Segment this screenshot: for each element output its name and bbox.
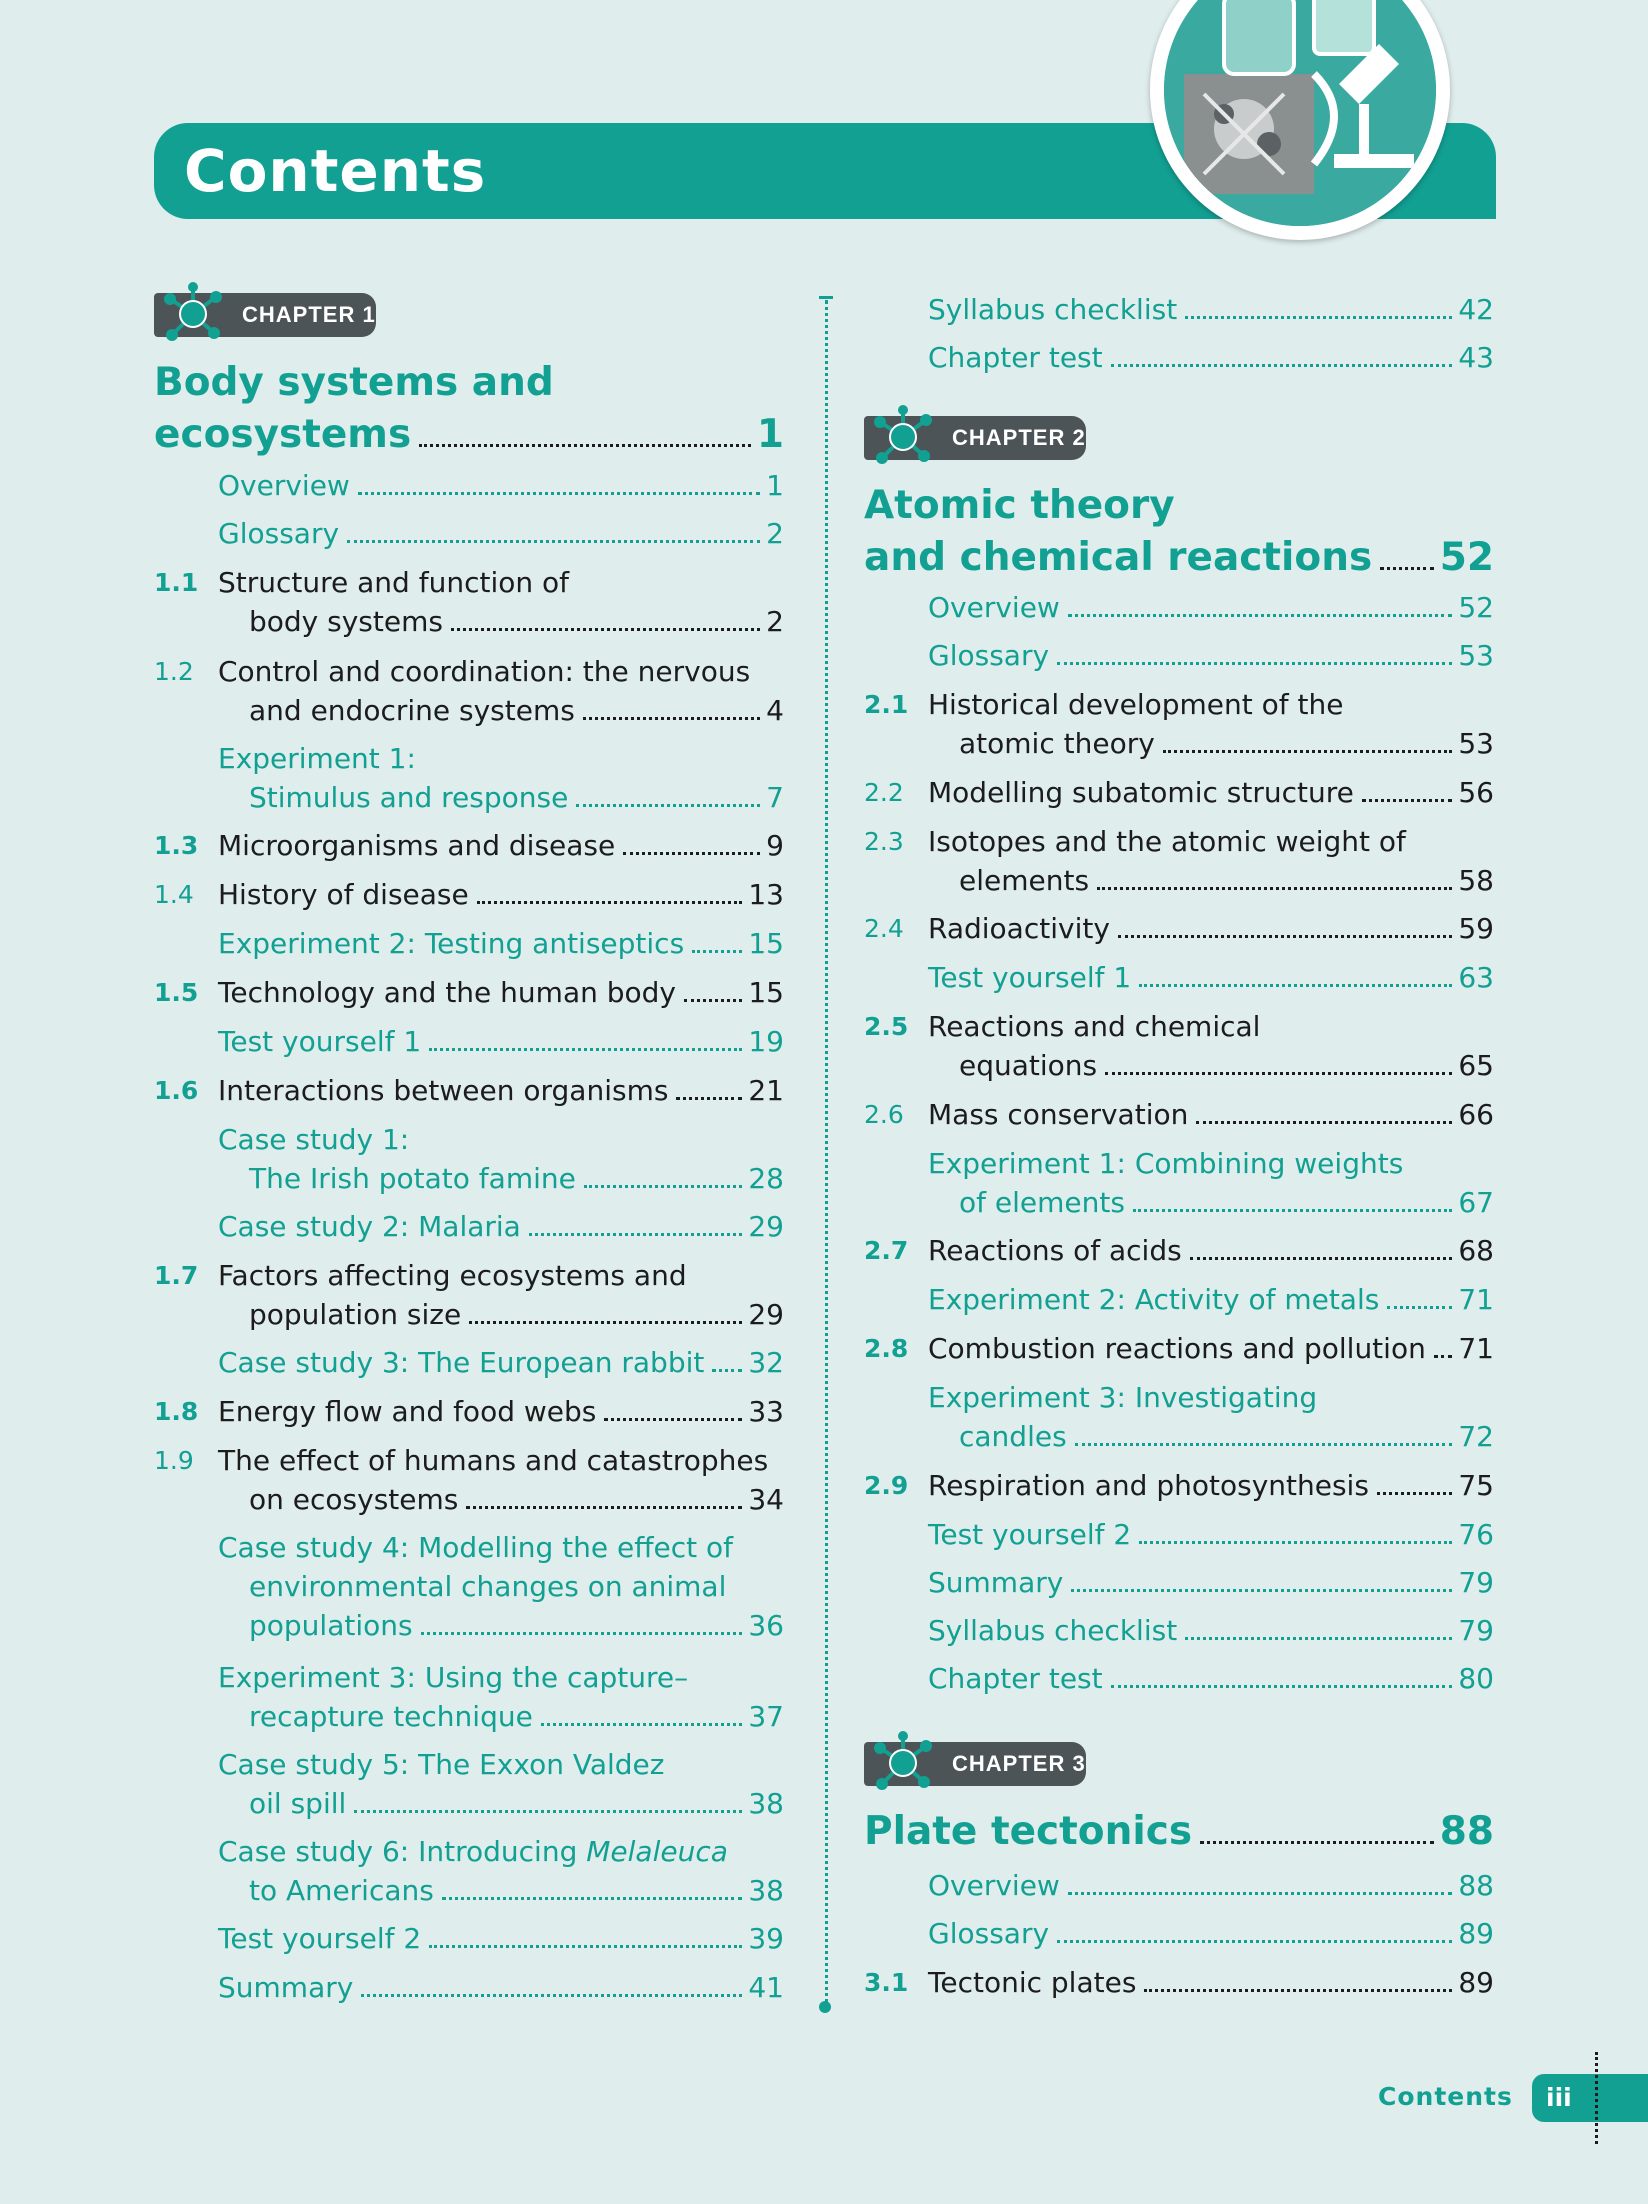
- toc-entry[interactable]: [154, 563, 784, 641]
- dot-leader: [692, 950, 742, 953]
- toc-entry[interactable]: [864, 1563, 1494, 1602]
- dot-leader: [1111, 364, 1453, 367]
- toc-entry[interactable]: [864, 1914, 1494, 1953]
- toc-entry-text: Test yourself 2: [218, 1922, 422, 1955]
- page-number: 19: [748, 1025, 784, 1058]
- page-number: 66: [1458, 1098, 1494, 1131]
- dot-leader: [421, 1632, 743, 1635]
- toc-entry-text: Historical development of the: [928, 688, 1344, 721]
- toc-entry-text: elements: [959, 864, 1090, 897]
- section-number: 1.8: [154, 1397, 199, 1426]
- toc-entry-text: Overview: [218, 469, 350, 502]
- toc-entry[interactable]: [154, 1832, 784, 1910]
- dot-leader: [358, 492, 760, 495]
- chapter-3-page: 88: [1439, 1809, 1494, 1854]
- toc-entry[interactable]: [864, 1963, 1494, 2002]
- toc-entry-text: Test yourself 1: [218, 1025, 422, 1058]
- chapter-3-title-text: Plate tectonics: [864, 1809, 1193, 1854]
- toc-entry-italic-text: Melaleuca: [586, 1835, 728, 1868]
- page-number: 63: [1458, 961, 1494, 994]
- dot-leader: [466, 1506, 742, 1509]
- dot-leader: [429, 1048, 742, 1051]
- page-number: 1: [766, 469, 784, 502]
- toc-entry[interactable]: [154, 1256, 784, 1334]
- toc-entry-text: Summary: [928, 1566, 1064, 1599]
- toc-entry-text: The Irish potato famine: [249, 1162, 576, 1195]
- dot-leader: [354, 1810, 742, 1813]
- page-number: 89: [1458, 1966, 1494, 1999]
- toc-entry-text: Reactions of acids: [928, 1234, 1182, 1267]
- chapter-1-page: 1: [756, 412, 784, 457]
- dot-leader: [1057, 1940, 1452, 1943]
- column-divider-end: [819, 2001, 831, 2013]
- toc-entry-text: Control and coordination: the nervous: [218, 655, 751, 688]
- dot-leader: [529, 1233, 743, 1236]
- dot-leader: [1144, 1989, 1452, 1992]
- dot-leader: [1387, 1306, 1452, 1309]
- chapter-2-label: CHAPTER 2: [952, 425, 1086, 450]
- chapter-1-title-line1: Body systems and: [154, 360, 554, 405]
- toc-entry-text: The effect of humans and catastrophes: [218, 1444, 769, 1477]
- toc-entry-text: Experiment 2: Activity of metals: [928, 1283, 1380, 1316]
- chapter-1-title-line2: ecosystems: [154, 412, 412, 457]
- dot-leader: [1190, 1257, 1453, 1260]
- toc-entry[interactable]: [864, 1866, 1494, 1905]
- toc-entry[interactable]: [864, 1280, 1494, 1319]
- chapter-1-label: CHAPTER 1: [242, 302, 376, 327]
- toc-entry-text: Test yourself 2: [928, 1518, 1132, 1551]
- toc-entry-text: Summary: [218, 1971, 354, 2004]
- toc-entry-text: Case study 2: Malaria: [218, 1210, 521, 1243]
- toc-entry[interactable]: [864, 1231, 1494, 1270]
- chapter-2-title-line1: Atomic theory: [864, 483, 1175, 528]
- toc-entry[interactable]: [864, 1515, 1494, 1554]
- dot-leader: [347, 540, 760, 543]
- toc-entry[interactable]: [154, 1022, 784, 1061]
- toc-entry[interactable]: [864, 290, 1494, 329]
- toc-entry-text: Tectonic plates: [928, 1966, 1137, 1999]
- toc-entry[interactable]: [154, 973, 784, 1012]
- page-number: 80: [1458, 1662, 1494, 1695]
- chapter-3-chip: [864, 1742, 1086, 1786]
- toc-entry-text: Overview: [928, 591, 1060, 624]
- toc-entry[interactable]: [154, 875, 784, 914]
- section-number: 1.2: [154, 657, 194, 686]
- column-divider: [825, 300, 828, 2010]
- toc-entry[interactable]: [154, 1120, 784, 1198]
- toc-entry-text: body systems: [249, 605, 443, 638]
- footer-page-tab: [1532, 2074, 1648, 2122]
- dot-leader: [477, 901, 743, 904]
- dot-leader: [1111, 1685, 1453, 1688]
- molecule-icon: [868, 1728, 938, 1798]
- toc-entry-text: Experiment 3: Investigating: [928, 1381, 1318, 1414]
- toc-entry[interactable]: [154, 1071, 784, 1110]
- page-number: 72: [1458, 1420, 1494, 1453]
- toc-entry-text: Case study 1:: [218, 1123, 410, 1156]
- dot-leader: [676, 1097, 742, 1100]
- page-number: 89: [1458, 1917, 1494, 1950]
- toc-entry-text: Experiment 1:: [218, 742, 416, 775]
- page-number: 76: [1458, 1518, 1494, 1551]
- page-number: 52: [1458, 591, 1494, 624]
- molecule-icon: [158, 279, 228, 349]
- page-number: 9: [766, 829, 784, 862]
- dot-leader: [583, 717, 760, 720]
- page-number: 75: [1458, 1469, 1494, 1502]
- toc-entry-text: Syllabus checklist: [928, 1614, 1178, 1647]
- toc-entry-text: Case study 3: The European rabbit: [218, 1346, 705, 1379]
- toc-entry-text: Experiment 3: Using the capture–: [218, 1661, 689, 1694]
- dot-leader: [712, 1369, 742, 1372]
- toc-entry[interactable]: [154, 1528, 784, 1645]
- page-number: 36: [748, 1609, 784, 1642]
- toc-entry-text: oil spill: [249, 1787, 347, 1820]
- toc-entry[interactable]: [864, 1095, 1494, 1134]
- toc-entry-text: Chapter test: [928, 341, 1103, 374]
- dot-leader: [1139, 1541, 1452, 1544]
- toc-entry-text: Respiration and photosynthesis: [928, 1469, 1369, 1502]
- section-number: 1.4: [154, 880, 194, 909]
- toc-entry[interactable]: [154, 1441, 784, 1519]
- dot-leader: [1071, 1589, 1452, 1592]
- dot-leader: [1434, 1355, 1453, 1358]
- toc-entry[interactable]: [154, 924, 784, 963]
- page-number: 42: [1458, 293, 1494, 326]
- page-number: 33: [748, 1395, 784, 1428]
- page-number: 39: [748, 1922, 784, 1955]
- toc-entry-text: Glossary: [928, 1917, 1050, 1950]
- page-number: 53: [1458, 639, 1494, 672]
- dot-leader: [1068, 614, 1453, 617]
- page-number: 79: [1458, 1614, 1494, 1647]
- dot-leader: [469, 1321, 742, 1324]
- toc-entry-text: Glossary: [218, 517, 340, 550]
- toc-entry[interactable]: [864, 1329, 1494, 1368]
- section-number: 1.7: [154, 1261, 199, 1290]
- page-number: 21: [748, 1074, 784, 1107]
- page-number: 2: [766, 605, 784, 638]
- toc-entry[interactable]: [154, 1658, 784, 1736]
- page-number: 59: [1458, 912, 1494, 945]
- toc-entry[interactable]: [864, 1007, 1494, 1085]
- page-title: Contents: [184, 137, 487, 205]
- toc-entry[interactable]: [864, 636, 1494, 675]
- dot-leader: [576, 804, 760, 807]
- page-number: 28: [748, 1162, 784, 1195]
- dot-leader: [1362, 799, 1453, 802]
- toc-entry[interactable]: [154, 466, 784, 505]
- toc-entry-text: Syllabus checklist: [928, 293, 1178, 326]
- molecule-icon: [868, 402, 938, 472]
- chapter-2-title-line2: and chemical reactions: [864, 535, 1373, 580]
- toc-entry-text: on ecosystems: [249, 1483, 459, 1516]
- toc-entry-text: Combustion reactions and pollution: [928, 1332, 1426, 1365]
- toc-entry-text: equations: [959, 1049, 1098, 1082]
- section-number: 2.4: [864, 914, 904, 943]
- dot-leader: [1118, 935, 1452, 938]
- dot-leader: [451, 628, 760, 631]
- page-number: 79: [1458, 1566, 1494, 1599]
- dot-leader: [1068, 1892, 1453, 1895]
- dot-leader: [604, 1418, 742, 1421]
- section-number: 2.2: [864, 778, 904, 807]
- page-number: 15: [748, 927, 784, 960]
- page-number: 38: [748, 1787, 784, 1820]
- toc-entry-text: of elements: [959, 1186, 1125, 1219]
- dot-leader: [1133, 1209, 1452, 1212]
- section-number: 1.5: [154, 978, 199, 1007]
- toc-entry-text: History of disease: [218, 878, 469, 911]
- page-number: 41: [748, 1971, 784, 2004]
- page-number: 34: [748, 1483, 784, 1516]
- page-number: 53: [1458, 727, 1494, 760]
- section-number: 2.1: [864, 690, 909, 719]
- chapter-3-title[interactable]: [864, 1806, 1494, 1858]
- page-number: 68: [1458, 1234, 1494, 1267]
- dot-leader: [584, 1185, 743, 1188]
- dot-leader: [1057, 662, 1452, 665]
- toc-entry-text: Glossary: [928, 639, 1050, 672]
- toc-entry[interactable]: [864, 1378, 1494, 1456]
- dot-leader: [541, 1723, 743, 1726]
- page-number: 56: [1458, 776, 1494, 809]
- section-number: 1.3: [154, 831, 199, 860]
- toc-entry[interactable]: [154, 514, 784, 553]
- page-number: 71: [1458, 1283, 1494, 1316]
- dot-leader: [361, 1994, 742, 1997]
- dot-leader: [1097, 887, 1452, 890]
- toc-entry-text: populations: [249, 1609, 413, 1642]
- page-number: 43: [1458, 341, 1494, 374]
- toc-entry-text: population size: [249, 1298, 462, 1331]
- toc-entry-text: Experiment 1: Combining weights: [928, 1147, 1404, 1180]
- toc-entry-text: Test yourself 1: [928, 961, 1132, 994]
- page-number: 7: [766, 781, 784, 814]
- toc-entry-text: Isotopes and the atomic weight of: [928, 825, 1406, 858]
- toc-entry-text: Factors affecting ecosystems and: [218, 1259, 687, 1292]
- page-number: 58: [1458, 864, 1494, 897]
- toc-entry-text: candles: [959, 1420, 1067, 1453]
- dot-leader: [1377, 1492, 1452, 1495]
- dot-leader: [1105, 1072, 1452, 1075]
- toc-entry[interactable]: [864, 1144, 1494, 1222]
- section-number: 3.1: [864, 1968, 909, 1997]
- chapter-2-title[interactable]: [864, 480, 1494, 584]
- dot-leader: [684, 999, 742, 1002]
- toc-entry-text: Structure and function of: [218, 566, 569, 599]
- toc-entry[interactable]: [154, 1745, 784, 1823]
- toc-entry[interactable]: [864, 1659, 1494, 1698]
- page-number: 2: [766, 517, 784, 550]
- chapter-2-chip: [864, 416, 1086, 460]
- toc-entry-text: environmental changes on animal: [249, 1570, 727, 1603]
- chapter-3-label: CHAPTER 3: [952, 1751, 1086, 1776]
- section-number: 1.6: [154, 1076, 199, 1105]
- footer-label: Contents: [1378, 2082, 1513, 2111]
- column-divider-cap: [819, 296, 833, 299]
- section-number: 1.9: [154, 1446, 194, 1475]
- section-number: 2.5: [864, 1012, 909, 1041]
- chapter-1-title[interactable]: [154, 357, 784, 461]
- page-number: 4: [766, 694, 784, 727]
- toc-entry-text: Microorganisms and disease: [218, 829, 616, 862]
- page-number: 71: [1458, 1332, 1494, 1365]
- toc-entry[interactable]: [154, 1968, 784, 2007]
- toc-entry[interactable]: [864, 958, 1494, 997]
- toc-entry-text: Overview: [928, 1869, 1060, 1902]
- toc-entry-text: Stimulus and response: [249, 781, 569, 814]
- section-number: 2.8: [864, 1334, 909, 1363]
- footer-dotted-line: [1595, 2052, 1598, 2144]
- chapter-1-chip: [154, 293, 376, 337]
- toc-entry-text: Mass conservation: [928, 1098, 1189, 1131]
- toc-entry[interactable]: [154, 652, 784, 730]
- page-number: 37: [748, 1700, 784, 1733]
- dot-leader: [442, 1897, 743, 1900]
- dot-leader: [623, 852, 760, 855]
- toc-entry-text: Energy flow and food webs: [218, 1395, 597, 1428]
- page-number: 88: [1458, 1869, 1494, 1902]
- toc-entry-text: to Americans: [249, 1874, 434, 1907]
- toc-entry-text: Experiment 2: Testing antiseptics: [218, 927, 685, 960]
- toc-entry-text: Interactions between organisms: [218, 1074, 669, 1107]
- toc-entry[interactable]: [154, 1207, 784, 1246]
- toc-entry-text: Reactions and chemical: [928, 1010, 1261, 1043]
- toc-entry[interactable]: [864, 685, 1494, 763]
- section-number: 1.1: [154, 568, 199, 597]
- photo-collage-image: [1164, 0, 1436, 226]
- chapter-2-page: 52: [1439, 535, 1494, 580]
- toc-entry-text: atomic theory: [959, 727, 1155, 760]
- toc-entry[interactable]: [154, 1392, 784, 1431]
- section-number: 2.9: [864, 1471, 909, 1500]
- dot-leader: [1163, 750, 1453, 753]
- toc-entry-text: Radioactivity: [928, 912, 1110, 945]
- dot-leader: [1139, 984, 1452, 987]
- toc-entry[interactable]: [864, 1466, 1494, 1505]
- toc-entry[interactable]: [154, 739, 784, 817]
- dot-leader: [1185, 316, 1452, 319]
- page-number: 29: [748, 1298, 784, 1331]
- toc-entry-text: and endocrine systems: [249, 694, 575, 727]
- dot-leader: [1185, 1637, 1452, 1640]
- page-number: 67: [1458, 1186, 1494, 1219]
- toc-entry[interactable]: [864, 909, 1494, 948]
- toc-entry[interactable]: [864, 822, 1494, 900]
- toc-entry-text: Modelling subatomic structure: [928, 776, 1354, 809]
- dot-leader: [1196, 1121, 1452, 1124]
- toc-entry-text: Case study 4: Modelling the effect of: [218, 1531, 734, 1564]
- toc-entry[interactable]: [864, 1611, 1494, 1650]
- toc-entry-text: Chapter test: [928, 1662, 1103, 1695]
- dot-leader: [1075, 1443, 1453, 1446]
- toc-entry[interactable]: [154, 1343, 784, 1382]
- toc-entry-text: Technology and the human body: [218, 976, 676, 1009]
- toc-entry-text: Case study 6: Introducing: [218, 1835, 587, 1868]
- section-number: 2.3: [864, 827, 904, 856]
- section-number: 2.7: [864, 1236, 909, 1265]
- toc-entry[interactable]: [864, 773, 1494, 812]
- page-number: 13: [748, 878, 784, 911]
- page-number: 29: [748, 1210, 784, 1243]
- toc-entry-text: recapture technique: [249, 1700, 533, 1733]
- toc-entry[interactable]: [154, 826, 784, 865]
- page-number: 32: [748, 1346, 784, 1379]
- dot-leader: [429, 1945, 742, 1948]
- page-number: 38: [748, 1874, 784, 1907]
- page-number: 15: [748, 976, 784, 1009]
- footer-page-number: iii: [1546, 2083, 1572, 2112]
- toc-entry[interactable]: [154, 1919, 784, 1958]
- toc-entry[interactable]: [864, 338, 1494, 377]
- toc-entry-text: Case study 5: The Exxon Valdez: [218, 1748, 665, 1781]
- section-number: 2.6: [864, 1100, 904, 1129]
- toc-entry[interactable]: [864, 588, 1494, 627]
- page-number: 65: [1458, 1049, 1494, 1082]
